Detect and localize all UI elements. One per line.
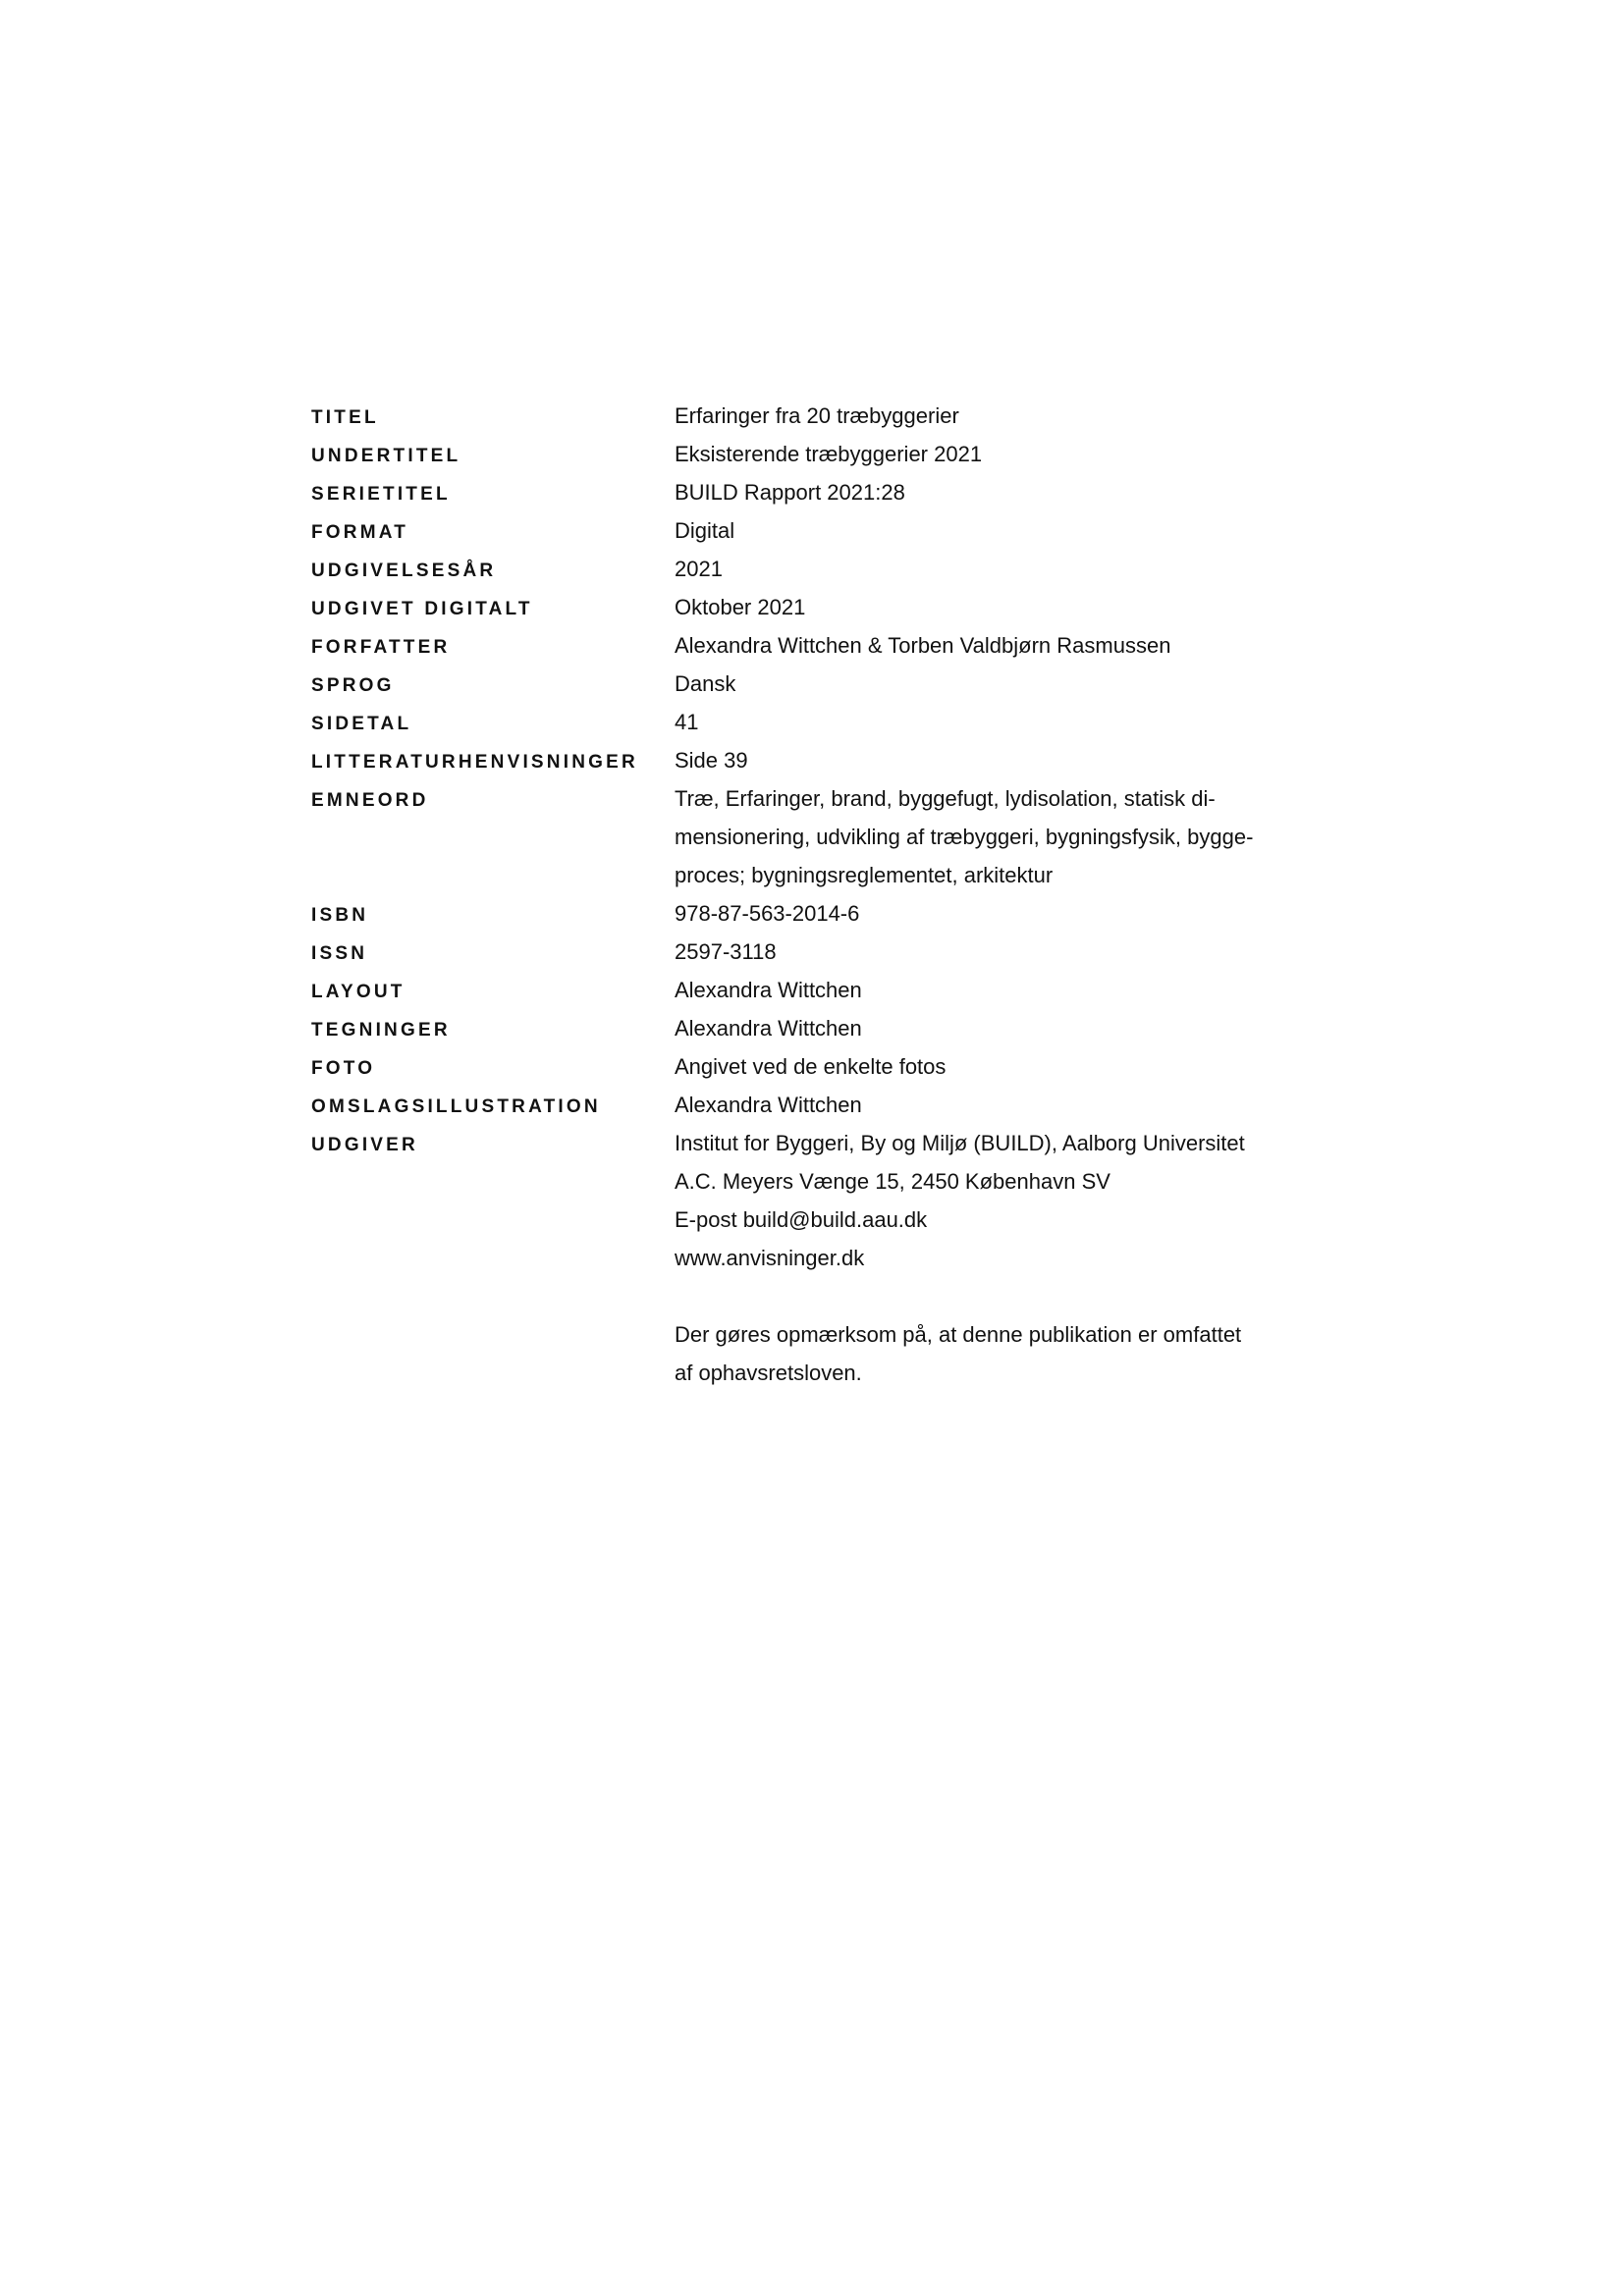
field-value bbox=[675, 779, 1332, 894]
field-value bbox=[675, 933, 1332, 971]
colophon-row-emneord bbox=[311, 779, 1332, 894]
colophon-row-undertitel bbox=[311, 435, 1332, 473]
field-value-line: Digital bbox=[675, 518, 735, 543]
field-value bbox=[675, 665, 1332, 703]
field-value-line: Eksisterende træbyggerier 2021 bbox=[675, 442, 983, 466]
field-value bbox=[675, 1086, 1332, 1124]
copyright-notice-row bbox=[311, 1277, 1332, 1392]
colophon-row-serietitel bbox=[311, 473, 1332, 511]
field-value bbox=[675, 473, 1332, 511]
colophon-row-layout bbox=[311, 971, 1332, 1009]
colophon-row-sprog bbox=[311, 665, 1332, 703]
field-value-line: E-post build@build.aau.dk bbox=[675, 1207, 928, 1232]
field-label: SIDETAL bbox=[311, 714, 412, 734]
field-label: LITTERATURHENVISNINGER bbox=[311, 752, 638, 773]
field-label: UDGIVER bbox=[311, 1135, 418, 1155]
field-value-line: Træ, Erfaringer, brand, byggefugt, lydisolation, statisk di- bbox=[675, 786, 1216, 811]
colophon-row-sidetal bbox=[311, 703, 1332, 741]
colophon-row-udgivet-digitalt bbox=[311, 588, 1332, 626]
field-value bbox=[675, 550, 1332, 588]
field-value-line: Dansk bbox=[675, 671, 736, 696]
copyright-spacer bbox=[675, 1277, 1332, 1315]
field-value bbox=[675, 703, 1332, 741]
field-value bbox=[675, 741, 1332, 779]
field-value bbox=[675, 894, 1332, 933]
field-value bbox=[675, 626, 1332, 665]
colophon-rows bbox=[311, 397, 1332, 1277]
field-value bbox=[675, 435, 1332, 473]
field-label: OMSLAGSILLUSTRATION bbox=[311, 1096, 601, 1117]
field-value-line: Erfaringer fra 20 træbyggerier bbox=[675, 403, 959, 428]
colophon-row-forfatter bbox=[311, 626, 1332, 665]
field-value-line: proces; bygningsreglementet, arkitektur bbox=[675, 863, 1054, 887]
copyright-line: af ophavsretsloven. bbox=[675, 1361, 862, 1385]
field-label: TITEL bbox=[311, 407, 379, 428]
colophon-row-udgivelsesår bbox=[311, 550, 1332, 588]
field-value-line: BUILD Rapport 2021:28 bbox=[675, 480, 905, 505]
field-label: TEGNINGER bbox=[311, 1020, 451, 1041]
field-label: UDGIVET DIGITALT bbox=[311, 599, 533, 619]
field-value-line: Oktober 2021 bbox=[675, 595, 806, 619]
field-label: ISSN bbox=[311, 943, 368, 964]
colophon-row-isbn bbox=[311, 894, 1332, 933]
field-value bbox=[675, 588, 1332, 626]
field-value-line: Institut for Byggeri, By og Miljø (BUILD), Aalborg Universitet bbox=[675, 1131, 1245, 1155]
colophon-row-foto bbox=[311, 1047, 1332, 1086]
field-value-line: Side 39 bbox=[675, 748, 748, 773]
field-label: SERIETITEL bbox=[311, 484, 451, 505]
colophon-row-tegninger bbox=[311, 1009, 1332, 1047]
field-value bbox=[675, 1009, 1332, 1047]
field-label: FORFATTER bbox=[311, 637, 451, 658]
field-value-line: A.C. Meyers Vænge 15, 2450 København SV bbox=[675, 1169, 1110, 1194]
field-value bbox=[675, 1124, 1332, 1277]
field-value bbox=[675, 1047, 1332, 1086]
field-label: FORMAT bbox=[311, 522, 409, 543]
colophon-row-udgiver bbox=[311, 1124, 1332, 1277]
field-value-line: 978-87-563-2014-6 bbox=[675, 901, 860, 926]
field-value-line: Alexandra Wittchen bbox=[675, 978, 862, 1002]
field-label: UDGIVELSESÅR bbox=[311, 561, 497, 581]
copyright-line: Der gøres opmærksom på, at denne publikation er omfattet bbox=[675, 1322, 1242, 1347]
field-label: ISBN bbox=[311, 905, 369, 926]
field-value bbox=[675, 971, 1332, 1009]
field-value-line: Alexandra Wittchen & Torben Valdbjørn Rasmussen bbox=[675, 633, 1171, 658]
colophon-row-litteraturhenvisninger bbox=[311, 741, 1332, 779]
field-value-line: 41 bbox=[675, 710, 699, 734]
field-value-line: 2597-3118 bbox=[675, 939, 777, 964]
colophon bbox=[311, 397, 1332, 1392]
field-value-line: Alexandra Wittchen bbox=[675, 1016, 862, 1041]
field-label: EMNEORD bbox=[311, 790, 429, 811]
colophon-row-omslagsillustration bbox=[311, 1086, 1332, 1124]
colophon-row-format bbox=[311, 511, 1332, 550]
field-value-line: mensionering, udvikling af træbyggeri, bygningsfysik, bygge- bbox=[675, 825, 1254, 849]
field-value-line: www.anvisninger.dk bbox=[675, 1246, 865, 1270]
copyright-notice bbox=[675, 1277, 1332, 1392]
field-value bbox=[675, 511, 1332, 550]
field-value-line: Alexandra Wittchen bbox=[675, 1093, 862, 1117]
field-value bbox=[675, 397, 1332, 435]
colophon-row-titel bbox=[311, 397, 1332, 435]
field-label: LAYOUT bbox=[311, 982, 406, 1002]
field-label: SPROG bbox=[311, 675, 395, 696]
field-value-line: Angivet ved de enkelte fotos bbox=[675, 1054, 947, 1079]
colophon-row-issn bbox=[311, 933, 1332, 971]
copyright-label-empty bbox=[311, 1277, 675, 1315]
field-label: UNDERTITEL bbox=[311, 446, 461, 466]
field-label: FOTO bbox=[311, 1058, 376, 1079]
field-value-line: 2021 bbox=[675, 557, 723, 581]
